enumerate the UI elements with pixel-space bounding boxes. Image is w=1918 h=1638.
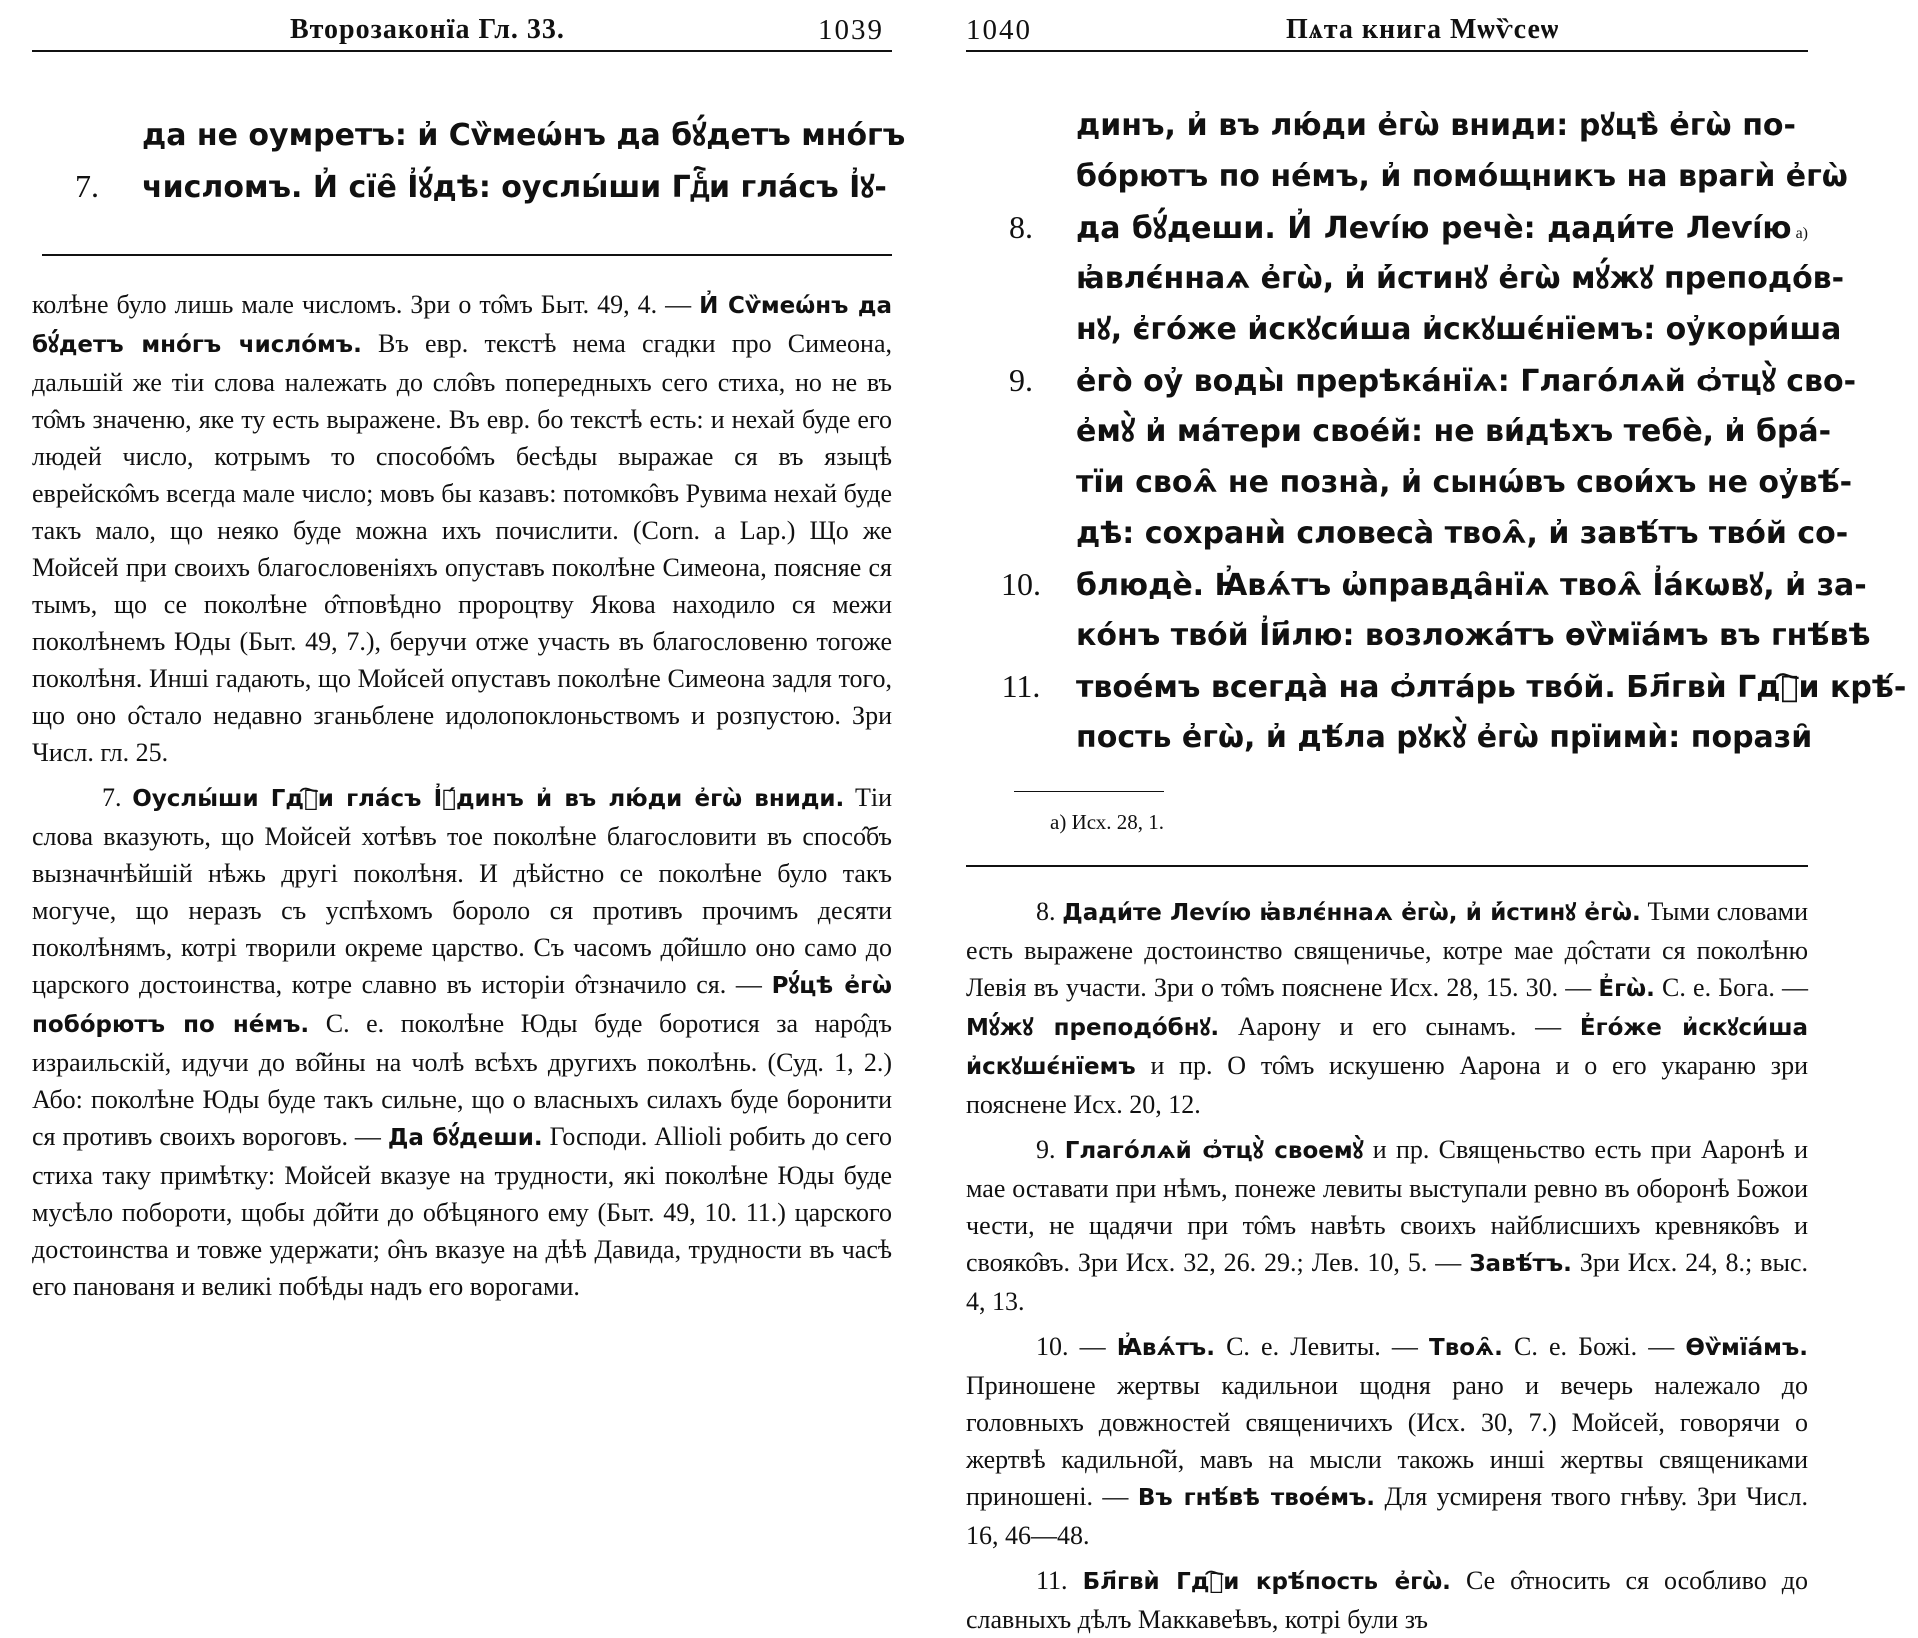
commentary-paragraph: [966, 1328, 1808, 1554]
commentary-text: Се о̂тносить ся особливо до славныхъ дѣлъ Маккавеѣвъ, котрі були зъ: [966, 1566, 1808, 1634]
quoted-keyword: Бл҃гвѝ Гдⷭ҇и крѣ́пость е҆гѡ̀.: [1082, 1569, 1451, 1595]
right-running-header: [966, 0, 1808, 52]
quoted-keyword: Рꙋ́цѣ е҆гѡ̀ побо́рютъ по не́мъ.: [32, 973, 892, 1038]
commentary-text: С. е. Бога. —: [1654, 973, 1809, 1002]
quoted-keyword: Дади́те Леѵі́ю ꙗ҆влє́ннаѧ е҆гѡ̀, и҆ и҆́стинꙋ е҆гѡ̀.: [1062, 900, 1641, 926]
left-section-divider: [42, 254, 892, 256]
verse-text: пость е҆гѡ̀, и҆ дѣ́ла рꙋкꙋ̀ е҆гѡ̀ прїимѝ: порази̑: [1076, 720, 1813, 755]
commentary-text: 9.: [1036, 1135, 1065, 1164]
footnote-divider: [1014, 791, 1164, 792]
right-scripture-verses: [966, 100, 1907, 763]
commentary-text: 10. —: [1036, 1332, 1117, 1361]
footnote: а) Исх. 28, 1.: [1050, 810, 1165, 834]
commentary-text: 7.: [102, 783, 133, 812]
quoted-keyword: Мꙋ́жꙋ преподо́бнꙋ.: [966, 1015, 1220, 1041]
commentary-paragraph: [966, 893, 1808, 1123]
commentary-text: С. е. Левиты. —: [1214, 1332, 1429, 1361]
verse-line: [966, 202, 1808, 253]
commentary-text: Господи. Allioli робить до сего стиха таку примѣтку: Мойсей вказуе на трудности, які поколѣне Юды буде мусѣло побороти, щобы до̂йти до обѣцяного ему (Быт. 49, 10. 11.) царского достоинства и товже удержати; о̂нъ вказуе на дѣѣ Давида, трудности въ часѣ его панованя и великі побѣды надъ его ворогами.: [32, 1122, 893, 1301]
verse-text: ко́нъ тво́й І҆и҃лю: возложа́тъ ѳѷмїа́мъ въ гнѣ́вѣ: [1076, 618, 1871, 653]
verse-line: [966, 610, 1871, 661]
verse-text: блюдѐ. Ꙗ҆вѧ́тъ ѡ҆правда̑нїѧ твоѧ̑ І҆а́кѡвꙋ, и҆ за-: [1076, 568, 1867, 603]
footnote-marker: a): [1795, 225, 1808, 242]
right-page: [966, 0, 1907, 1638]
quoted-keyword: Оуслы́ши Гдⷭ҇и гла́съ І҆ꙋ́динъ и҆ въ лю́ди е҆гѡ̀ вниди.: [132, 786, 845, 812]
verse-number: 11.: [1001, 668, 1041, 704]
commentary-text: и пр. Священьство есть при Ааронѣ и мае оставати при нѣмъ, понеже левиты выступали ревно въ обоpонѣ Божои чести, не щадячи при то̂мъ навѣть своихъ найблисшихъ кревняко̂въ и свояко̂въ. Зри Исх. 32, 26. 29.; Лев. 10, 5. —: [966, 1135, 1809, 1277]
commentary-paragraph: [966, 1562, 1808, 1638]
commentary-text: Для усмиреня твого гнѣву. Зри Числ. 16, 46—48.: [966, 1482, 1808, 1550]
commentary-text: 11.: [1036, 1566, 1083, 1595]
quoted-keyword: Завѣ́тъ.: [1469, 1251, 1572, 1277]
commentary-text: 8.: [1036, 897, 1063, 926]
verse-line: [32, 161, 892, 212]
right-section-divider: [966, 865, 1808, 867]
quoted-keyword: Въ гнѣ́вѣ твое́мъ.: [1137, 1485, 1376, 1511]
verse-text: да не оумретъ: и҆ Сѷмеѡ́нъ да бꙋ́детъ мно́гъ: [142, 118, 906, 153]
commentary-text: Въ евр. текстѣ нема сгадки про Симеона, дальшій же тіи слова належать до сло̂въ попередныхъ сего стиха, но не въ то̂мъ значеню, яке ту есть выражене. Въ евр. бо текстѣ есть: и нехай буде его людей число, котрымъ то способо̂мъ бесѣды выражае ся въ языцѣ еврейско̂мъ всегда мале число; мовъ бы казавъ: потомко̂въ Рувима нехай буде такъ мало, що неяко буде можна ихъ почислити. (Corn. a Lap.) Що же Мойсей при своихъ благословеніяхъ опуставъ поколѣне Симеона, поясняе ся тымъ, що се поколѣне о̂тповѣдно пророцтву Якова находило ся межи поколѣнемъ Юды (Быт. 49, 7.), беручи отже участь въ благословеню тогоже поколѣня. Инші гадають, що Мойсей опуставъ поколѣне Симеона задля того, що оно о̂стало недавно зганьблене идолопоклоньствомъ и розпустою. Зри Числ. гл. 25.: [32, 329, 892, 767]
right-commentary: [966, 893, 1808, 1638]
verse-text: дѣ: сохранѝ словеса̀ твоѧ̑, и҆ завѣ́тъ тво́й со-: [1076, 516, 1849, 551]
commentary-text: Аарону и его сынамъ. —: [1219, 1012, 1580, 1041]
verse-text: е҆мꙋ̀ и҆ ма́тери свое́й: не ви́дѣхъ тебѐ, и҆ бра́-: [1076, 414, 1832, 449]
verse-number: 8.: [1009, 209, 1033, 245]
verse-text: динъ, и҆ въ лю́ди е҆гѡ̀ вниди: рꙋцѣ̀ е҆гѡ̀ по-: [1076, 108, 1796, 143]
left-page: [32, 0, 906, 1305]
commentary-text: Зри Исх. 24, 8.; выс. 4, 13.: [966, 1248, 1809, 1316]
verse-line: [966, 661, 1907, 712]
quoted-keyword: Ѳѷмїа́мъ.: [1685, 1335, 1808, 1361]
left-commentary: [32, 286, 892, 1305]
verse-number: 9.: [1009, 362, 1033, 398]
verse-text: да бꙋ́деши. И҆ Леѵі́ю речѐ: дади́те Леѵі́ю: [1076, 211, 1792, 246]
commentary-paragraph: [32, 779, 892, 1305]
left-running-header: [32, 0, 892, 52]
commentary-paragraph: [966, 1131, 1808, 1320]
commentary-text: Приношене жертвы кадильнои щодня рано и вечерь належало до головныхъ довжностей священичихъ (Исх. 30, 7.) Мойсей, говорячи о жертвѣ кадильно̂й, мавъ на мысли такожь инші жертвы священиками приношені. —: [966, 1371, 1808, 1511]
commentary-text: С. е. поколѣне Юды буде боротися за наро̂дъ израильскій, идучи до во̂йны на чолѣ всѣхъ другихъ поколѣнь. (Суд. 1, 2.) Або: поколѣне Юды буде такъ сильне, що о власныхъ силахъ буде боронити ся противъ своихъ вороговъ. —: [32, 1009, 892, 1151]
commentary-text: С. е. Божі. —: [1502, 1332, 1686, 1361]
right-header-title: Пѧта книга Мѡѷсеѡ: [1286, 14, 1560, 45]
verse-line: [966, 355, 1857, 406]
quoted-keyword: Да бꙋ́деши.: [387, 1125, 543, 1151]
quoted-keyword: Е҆го́же и҆скꙋси́ша и҆скꙋшє́нїемъ: [966, 1015, 1809, 1080]
quoted-keyword: И҆ Сѷмеѡ́нъ да бꙋ́детъ мно́гъ число́мъ.: [32, 293, 892, 358]
quoted-keyword: Твоѧ̑.: [1429, 1335, 1503, 1361]
right-page-number: 1040: [966, 14, 1032, 46]
verse-line: [966, 253, 1845, 304]
commentary-paragraph: [32, 286, 892, 771]
commentary-text: колѣне було лишь мале числомъ. Зри о то̂мъ Быт. 49, 4. —: [32, 290, 700, 319]
verse-text: числомъ. И҆ сїе̑ І҆ꙋ́дѣ: оуслы́ши Гдⷭ҇и гла́съ І҆ꙋ-: [142, 170, 887, 205]
verse-number: 7.: [75, 168, 99, 204]
left-page-number: 1039: [818, 14, 884, 46]
verse-line: [966, 100, 1808, 151]
verse-line: [966, 508, 1849, 559]
verse-line: [966, 406, 1832, 457]
left-header-title: Второзаконїа Гл. 33.: [290, 14, 565, 45]
verse-text: тїи своѧ̑ не позна̀, и҆ сынѡ́въ свои́хъ не оу҆вѣ́-: [1076, 465, 1853, 500]
commentary-text: Тыми словами есть выражене достоинство священичье, котре мае до̂стати ся поколѣню Левія въ участи. Зри о то̂мъ пояснене Исх. 28, 15. 30. —: [966, 897, 1809, 1002]
quoted-keyword: Глаго́лѧй ѻ҆тцꙋ̀ своемꙋ̀: [1064, 1138, 1364, 1164]
commentary-text: Тіи слова вказують, що Мойсей хотѣвъ тое поколѣне благословити въ спосо̂бъ вызначнѣйшій нѣжь другі поколѣня. И дѣйстно се поколѣне було такъ могуче, що неразъ съ успѣхомъ бороло ся противъ прочимъ десяти поколѣнямъ, котрі творили окреме царство. Съ часомъ до̂йшло оно само до царского достоинства, котре славно въ исторіи о̂тзначило ся. —: [32, 783, 893, 999]
verse-line: [966, 151, 1848, 202]
left-scripture-verses: [32, 110, 906, 230]
commentary-text: и пр. О то̂мъ искушеню Аарона и о его укараню зри пояснене Исх. 20, 12.: [966, 1051, 1808, 1119]
verse-line: [32, 110, 906, 161]
quoted-keyword: Е҆гѡ̀.: [1598, 976, 1655, 1002]
verse-text: е҆го̀ оу҆ воды̀ прерѣка́нїѧ: Глаго́лѧй ѻ҆тцꙋ̀ сво-: [1076, 364, 1857, 399]
verse-text: ꙗ҆влє́ннаѧ е҆гѡ̀, и҆ и҆́стинꙋ е҆гѡ̀ мꙋ́жꙋ преподо́в-: [1076, 261, 1845, 296]
verse-text: нꙋ, є҆го́же и҆скꙋси́ша и҆скꙋшє́нїемъ: оу҆кори́ша: [1076, 312, 1842, 347]
verse-number: 10.: [1001, 566, 1041, 602]
verse-text: бо́рютъ по не́мъ, и҆ помо́щникъ на врагѝ е҆гѡ̀: [1076, 159, 1848, 194]
verse-line: [966, 304, 1842, 355]
verse-line: [966, 559, 1867, 610]
quoted-keyword: Ꙗ҆вѧ́тъ.: [1116, 1335, 1215, 1361]
verse-line: [966, 712, 1813, 763]
verse-line: [966, 457, 1853, 508]
verse-text: твое́мъ всегда̀ на ѻ҆лта́рь тво́й. Бл҃гвѝ Гдⷭ҇и крѣ́-: [1076, 670, 1907, 705]
